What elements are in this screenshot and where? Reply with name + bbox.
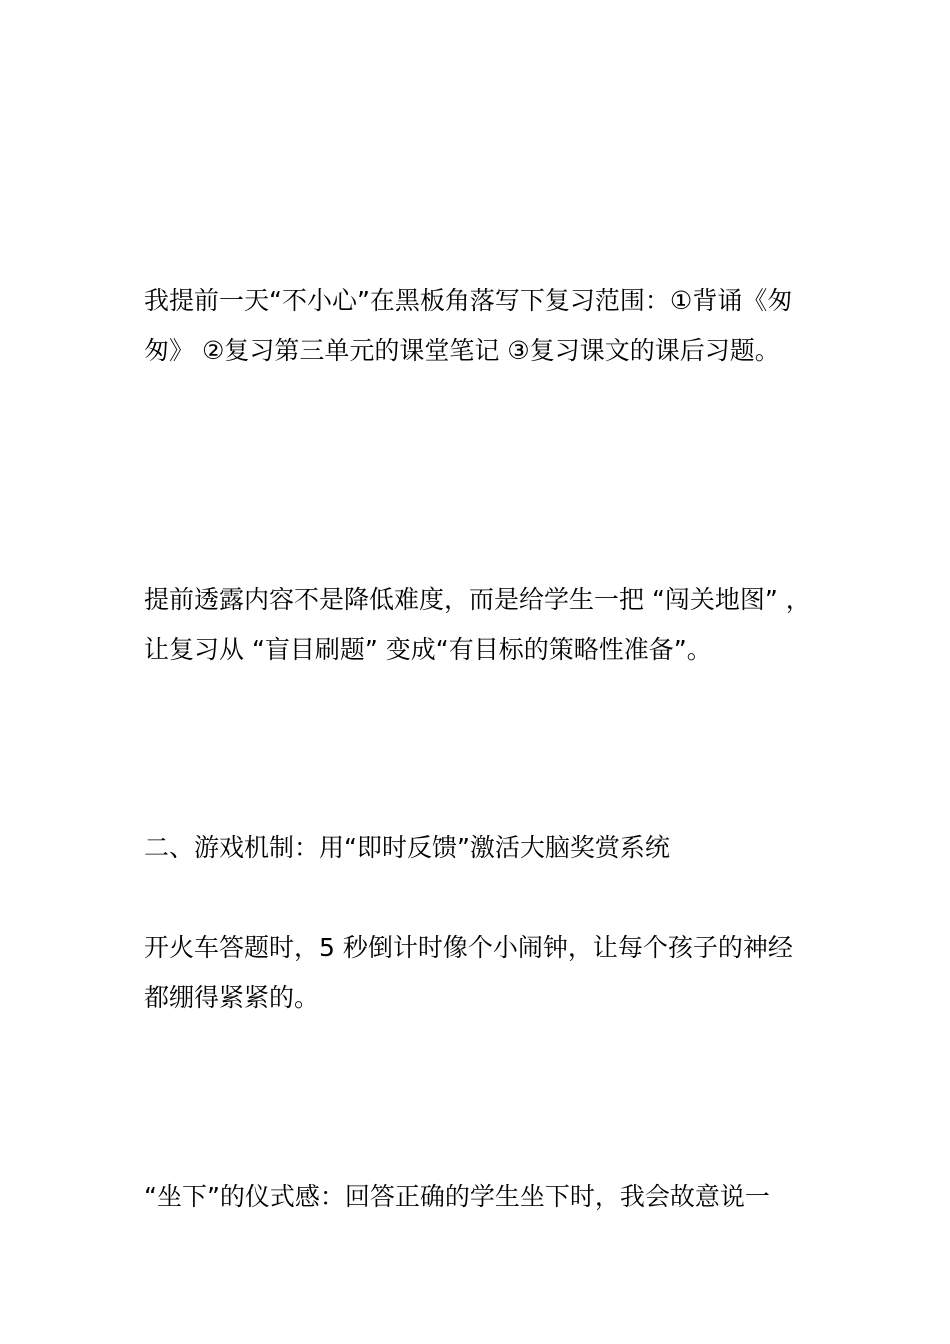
paragraph-countdown: 开火车答题时，5 秒倒计时像个小闹钟，让每个孩子的神经都绷得紧紧的。 bbox=[144, 933, 793, 1012]
paragraph-review-scope: 我提前一天“不小心”在黑板角落写下复习范围：①背诵《匆匆》 ②复习第三单元的课堂笔记 ③复习课文的课后习题。 bbox=[144, 286, 793, 365]
paragraph-advance-hint: 提前透露内容不是降低难度，而是给学生一把 “闯关地图” ，让复习从 “盲目刷题” 变成“有目标的策略性准备”。 bbox=[144, 585, 811, 664]
section-heading-game-mechanism: 二、游戏机制：用“即时反馈”激活大脑奖赏系统 bbox=[144, 833, 670, 862]
paragraph-sit-down-ritual: “坐下”的仪式感：回答正确的学生坐下时，我会故意说一 bbox=[144, 1182, 770, 1211]
